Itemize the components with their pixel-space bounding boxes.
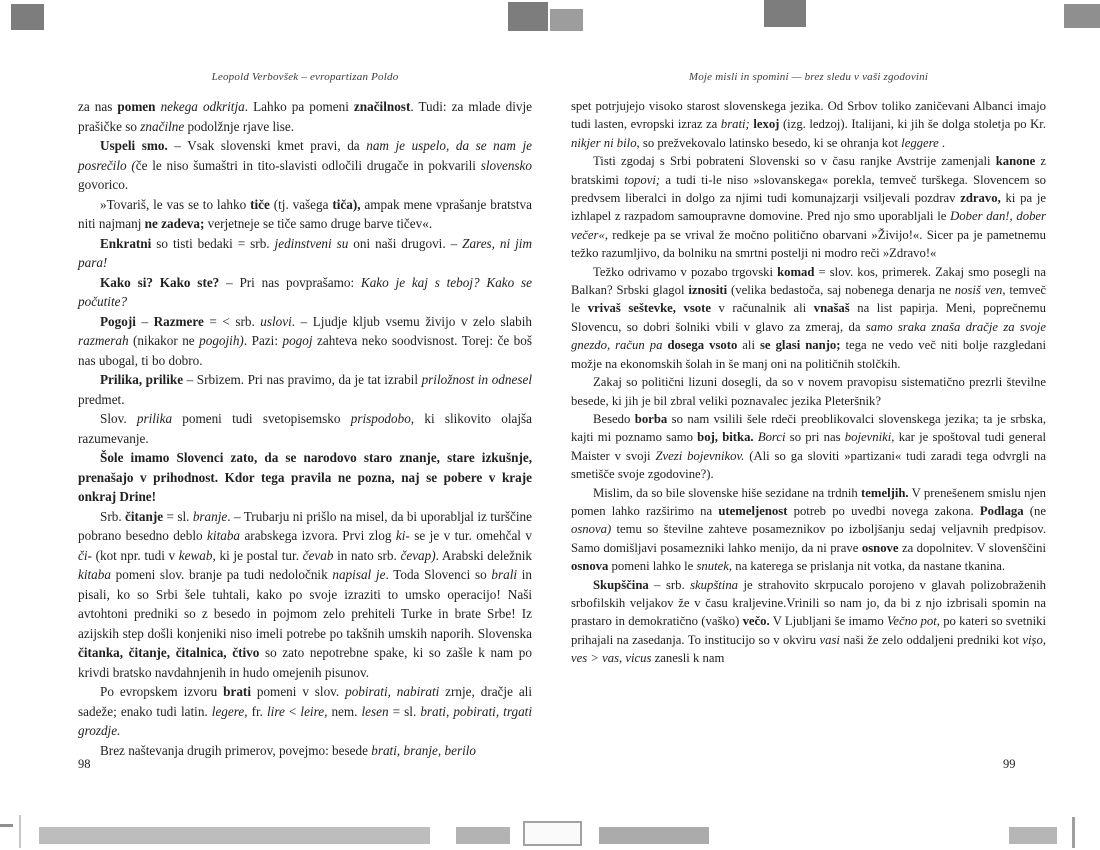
scan-artifact-top-right xyxy=(1064,4,1100,28)
paragraph xyxy=(571,576,1046,668)
text-run: snutek xyxy=(696,559,729,574)
text-run: pomen xyxy=(117,99,156,114)
scan-artifact-bottom-bar-4 xyxy=(1009,827,1057,844)
text-run: temu so številne zahteve posameznikov po izboljšanju sedaj veljavnih predpisov. Samo domišljavi posamezniki lahko menijo, da ni prave xyxy=(571,522,1046,555)
text-run: Kako si? Kako ste? xyxy=(100,274,220,290)
text-run: kitaba xyxy=(207,528,241,543)
text-run: se glasi nanjo; xyxy=(760,338,841,353)
text-run: tiča), xyxy=(332,196,361,212)
text-run: ki pa je izhlapel z razpadom samoupravne domovine. Pred njo smo uporabljali le xyxy=(571,191,1046,224)
paragraph xyxy=(78,741,532,761)
text-run: brati, pobirati, trgati grozdje. xyxy=(78,703,533,738)
text-run: »Tovariš, le vas se to lahko xyxy=(100,196,251,212)
text-run: in pisali, ko so Srbi šele tuhtali, kako po svoje izraziti to umsko operacijo! Naši avtohtoni predniki so z besedo in pojmom zelo prehiteli Turke in brate Srbe! Iz azijskih step došli konjeniki niso imeli potrebe po takšnih umskih naporih. Slovenska xyxy=(78,567,532,641)
text-run: čevap) xyxy=(400,547,436,563)
scan-artifact-bottom-tick xyxy=(1072,817,1075,848)
text-run: Pogoji xyxy=(100,313,136,329)
text-run: leire, xyxy=(300,703,328,719)
page-body-left xyxy=(78,97,533,758)
text-run: Težko odrivamo v pozabo trgovski xyxy=(593,264,778,279)
scan-artifact-top-center-2 xyxy=(550,9,583,31)
text-run: < xyxy=(284,703,301,719)
text-run: samo sraka znaša dračje za svoje gnezdo, račun pa xyxy=(571,319,1046,353)
text-run: brati, branje, berilo xyxy=(371,742,477,758)
text-run: vișo, ves > vas, vicus xyxy=(571,632,1046,666)
text-run: čitanje xyxy=(125,508,164,524)
text-run: Dober dan!, dober večer« xyxy=(571,209,1046,242)
text-run: – Srbizem. Pri nas pravimo, da je tat izrabil xyxy=(183,372,422,387)
text-run: pobirati, nabirati xyxy=(345,684,440,699)
text-run: Enkratni xyxy=(100,235,152,251)
text-run: Tisti zgodaj s Srbi pobrateni Slovenski so v času ranjke Avstrije zamenjali xyxy=(593,154,996,169)
text-run: vrivaš seštevke, vsote xyxy=(587,301,711,316)
scan-artifact-bottom-edge-dash xyxy=(0,824,13,827)
text-run: večo. xyxy=(742,614,770,629)
text-run: V Ljubljani še imamo xyxy=(769,614,887,629)
text-run: Uspeli smo. xyxy=(100,138,168,153)
text-run: Skupščina xyxy=(593,577,649,592)
text-run: Zakaj so politični lizuni dosegli, da so v novem pravopisu sistematično prezrli številne besede, ki jih je bil zbral veliki poznavalec jezika Pleteršnik? xyxy=(571,375,1046,408)
text-run: Besedo xyxy=(593,411,635,426)
text-run: osnova) xyxy=(571,522,612,537)
paragraph xyxy=(78,682,532,741)
text-run: na list papirja. Meni, poprečnemu Slovencu, so dobri šolniki vbili v glavo za zmeraj, da xyxy=(571,301,1046,334)
text-run: čevab xyxy=(302,547,334,563)
text-run: so tisti bedaki = srb. xyxy=(151,235,275,251)
paragraph xyxy=(571,263,1046,373)
text-run: nosiš ven xyxy=(954,283,1003,298)
text-run: . Pazi: xyxy=(243,333,283,348)
text-run: pogojih) xyxy=(199,333,244,348)
text-run: razmerah xyxy=(78,333,129,348)
text-run: Zvezi bojevnikov. xyxy=(655,448,745,463)
text-run: (velika bedastoča, saj nobenega denarja ne xyxy=(727,283,955,298)
text-run: pomeni v slov. xyxy=(250,684,346,699)
text-run: . – Trubarju ni prišlo na misel, da bi uporabljal iz turščine pobrano besedno deblo xyxy=(78,508,532,543)
text-run: Razmere xyxy=(153,313,204,329)
text-run: – xyxy=(135,313,154,329)
text-run: zdravo, xyxy=(960,191,1001,206)
text-run: , ki je postal tur. xyxy=(212,547,303,563)
text-run: borba xyxy=(634,411,668,426)
text-run: brali xyxy=(491,567,518,582)
scan-artifact-top-left xyxy=(11,4,44,30)
running-head-right: Moje misli in spomini — brez sledu v vaši zgodovini xyxy=(688,71,929,83)
text-run: Večno pot xyxy=(887,614,937,629)
text-run: uslovi xyxy=(260,313,292,329)
text-run: jedinstveni su xyxy=(274,235,349,251)
text-run: . Lahko pa pomeni xyxy=(244,99,354,114)
text-run: iznositi xyxy=(688,283,728,298)
text-run: značilnost xyxy=(353,99,411,114)
text-run: lesen xyxy=(361,703,389,719)
text-run: osnova xyxy=(571,559,609,574)
text-run: verjetneje se tiče samo druge barve tičev«. xyxy=(204,216,433,231)
text-run: , temveč le xyxy=(571,283,1046,316)
paragraph xyxy=(78,312,532,371)
page-number-right: 99 xyxy=(1003,757,1016,771)
text-run: brati; xyxy=(720,117,750,132)
text-run: predmet. xyxy=(78,391,125,407)
text-run: branje xyxy=(192,508,228,524)
text-run: – Pri nas povprašamo: xyxy=(219,274,361,290)
text-run: Kako je kaj s teboj? Kako se počutite? xyxy=(78,274,533,309)
text-run: za dopolnitev. V slovenščini xyxy=(898,540,1047,555)
paragraph xyxy=(78,136,532,195)
text-run: kanone xyxy=(995,154,1036,169)
text-run: v računalnik ali xyxy=(710,301,814,316)
text-run: . – Ljudje kljub vsemu živijo v zelo slabih xyxy=(291,313,533,329)
text-run: . Tudi: za mlade divje prašičke so xyxy=(78,99,533,134)
text-run: brati xyxy=(223,684,251,699)
text-run: pomeni slov. branje pa tudi nedoločnik xyxy=(110,567,333,582)
text-run: Šole imamo Slovenci zato, da se narodovo staro znanje, stare izkušnje, prenašajo v prihodnost. Kdor tega pravila ne pozna, naj se pobere v kraje onkraj Drine! xyxy=(78,450,532,504)
text-run: zahteva neko soodvisnost. Torej: če boš nas ubogal, ti bo dobro. xyxy=(78,333,532,368)
paragraph xyxy=(571,152,1046,262)
text-run: napisal je xyxy=(332,567,386,582)
text-run: . Toda Slovenci so xyxy=(385,567,492,582)
text-run: in nato srb. xyxy=(333,547,401,563)
paragraph xyxy=(78,507,532,683)
text-run: . Arabski deležnik xyxy=(435,547,532,563)
text-run: ampak mene vprašanje bratstva niti najmanj xyxy=(78,196,533,231)
text-run: Podlaga xyxy=(979,503,1024,518)
text-run: pomeni tudi svetopisemsko xyxy=(172,411,351,426)
paragraph xyxy=(571,484,1046,576)
page-number-left: 98 xyxy=(78,757,91,771)
text-run: so pri nas xyxy=(785,430,845,445)
scan-artifact-bottom-line xyxy=(19,815,21,848)
page-body-right xyxy=(571,97,1046,749)
text-run: nekega odkritja xyxy=(160,99,245,114)
text-run: (nikakor ne xyxy=(128,333,200,348)
text-run: za nas xyxy=(78,99,118,114)
text-run: značilne xyxy=(140,118,185,134)
text-run: z bratskimi xyxy=(571,154,1046,187)
text-run: – srb. xyxy=(648,577,691,592)
text-run: slovensko xyxy=(480,157,533,173)
text-run: utemeljenost xyxy=(718,503,788,518)
paragraph xyxy=(78,97,532,136)
text-run: osnove xyxy=(861,540,899,555)
text-run: potreb po uvedbi novega zakona. xyxy=(787,503,980,518)
text-run: leggere xyxy=(901,135,939,150)
text-run: = slov. kos, primerek. Zakaj smo posegli na Balkan? Srbski glagol xyxy=(571,264,1046,298)
text-run: fr. xyxy=(247,703,268,719)
text-run: če le niso šumaštri in tito-slavisti odločili drugače in pokvarili xyxy=(135,157,481,173)
paragraph xyxy=(571,97,1046,152)
text-run: = sl. xyxy=(388,703,421,719)
text-run: boj, bitka. xyxy=(697,430,754,445)
text-run: je strahovito skrpucalo porojeno v glavah polizobraženih srbofilskih veljakov že v času kraljevine.Vrinili so nam jo, da bi z njo izbrisali spomin na prastaro in demokratično (vaško) xyxy=(571,577,1046,629)
paragraph xyxy=(571,410,1046,484)
text-run: , so prežvekovalo latinsko besedo, ki se ohranja kot xyxy=(636,135,902,150)
text-run: pomeni lahko le xyxy=(608,559,697,574)
text-run: lire xyxy=(267,703,285,719)
text-run: nem. xyxy=(327,703,362,719)
text-run: – Vsak slovenski kmet pravi, da xyxy=(167,138,367,153)
text-run: (ne xyxy=(1023,503,1047,518)
text-run: Borci xyxy=(757,430,786,445)
paragraph xyxy=(78,370,532,409)
running-head-left: Leopold Verbovšek – evropartizan Poldo xyxy=(211,71,399,83)
text-run: Slov. xyxy=(100,411,137,426)
text-run: spet potrjujejo visoko starost slovenskega jezika. Od Srbov toliko zaničevani Albanci imajo tudi lasten, evropski izraz za xyxy=(571,99,1046,132)
text-run: (tj. vašega xyxy=(269,196,333,212)
text-run: se je v tur. omehčal v xyxy=(409,528,533,543)
text-run: Brez naštevanja drugih primerov, povejmo: besede xyxy=(100,742,372,758)
text-run: . xyxy=(938,135,946,150)
text-run: skupština xyxy=(690,577,739,592)
text-run: zrnje, dračje ali sadeže; enako tudi latin. xyxy=(78,684,532,719)
scan-artifact-bottom-box xyxy=(523,821,582,846)
text-run: dosega vsoto xyxy=(667,338,738,353)
text-run: arabskega izvora. Prvi zlog xyxy=(240,528,396,543)
text-run: (Ali so ga sloviti »partizani« tudi zaradi tega odvrgli na smetišče svoje zgodovine?). xyxy=(571,448,1046,482)
text-run: Srb. xyxy=(100,508,126,524)
text-run: = < srb. xyxy=(203,313,261,329)
text-run: , redkeje pa se vrival že močno politično obarvani »Živijo!«. Sicer pa je pametnemu težko razumljivo, da bolniku na smrtni postelji ni modro reči »Zdravo!« xyxy=(571,227,1046,261)
text-run: nikjer ni bilo xyxy=(571,135,637,150)
text-run: a tudi ti-le niso »slovanskega« porekla, temveč turškega. Slovencem so predvsem liberalci in dolgo za njimi tudi komunajzarji vsiljevali pozdrav xyxy=(571,172,1046,206)
text-run: (kot npr. tudi v xyxy=(91,547,179,563)
text-run: podolžnje rjave lise. xyxy=(184,118,295,134)
text-run: prispodobo, xyxy=(350,411,415,426)
paragraph xyxy=(78,448,532,507)
text-run: kitaba xyxy=(78,567,111,582)
text-run: tega ne vedo več niti bolje razgledani možje na ekonomskih šolah in še manj oni na političnih stolčkih. xyxy=(571,338,1047,371)
text-run: nam je uspelo, da se nam je posrečilo ( xyxy=(78,138,532,173)
scan-artifact-top-right-center xyxy=(764,0,806,27)
text-run: či- xyxy=(78,547,92,563)
text-run: Po evropskem izvoru xyxy=(100,684,224,699)
text-run: lexoj xyxy=(753,117,780,132)
text-run: Zares, ni jim para! xyxy=(78,235,532,270)
text-run: , na katerega se prislanja nit votka, da nastane tkanina. xyxy=(728,559,1006,574)
text-run: ki slikovito olajša razumevanje. xyxy=(78,411,532,446)
text-run: bojevniki xyxy=(844,430,892,445)
text-run: čitanka, čitanje, čitalnica, čtivo xyxy=(78,645,260,660)
text-run: ne zadeva; xyxy=(144,216,205,231)
text-run: vnašaš xyxy=(813,301,850,316)
text-run: oni naši drugovi. – xyxy=(348,235,463,251)
scan-artifact-bottom-bar-2 xyxy=(456,827,510,844)
text-run: ali xyxy=(737,338,760,353)
text-run: , po kateri so svetniki prihajali na zasedanja. To institucijo so v okviru xyxy=(571,614,1046,647)
text-run: = sl. xyxy=(163,508,193,524)
text-run: topovi; xyxy=(624,172,661,187)
text-run: priložnost in odnesel xyxy=(421,372,532,387)
scan-artifact-bottom-bar-3 xyxy=(599,827,709,844)
text-run: so nam vsilili šele rdeči preoblikovalci slovenskega jezika; ta je srbska, kajti mi poznamo samo xyxy=(571,411,1046,445)
paragraph xyxy=(571,373,1046,410)
text-run: zanesli k nam xyxy=(651,651,725,666)
text-run: temeljih. xyxy=(861,485,909,500)
text-run: legere, xyxy=(211,703,248,719)
text-run: ki- xyxy=(395,528,410,543)
text-run: prilika xyxy=(136,411,173,426)
paragraph xyxy=(78,273,532,312)
text-run: (izg. ledzoj). Italijani, ki jih še dolga stoletja po Kr. xyxy=(779,117,1047,132)
text-run: , kar je spoštoval tudi general Maister v svoji xyxy=(571,430,1046,463)
text-run: naši že zelo oddaljeni predniki kot xyxy=(839,632,1023,647)
text-run: tiče xyxy=(250,196,270,212)
text-run: kewab xyxy=(178,547,213,563)
text-run: so zato nepotrebne spake, ki so zašle k nam po krivdi bratsko navdahnjenih in hudo omejenih pisunov. xyxy=(78,645,532,680)
text-run: vasi xyxy=(819,632,840,647)
paragraph xyxy=(78,195,532,234)
paragraph xyxy=(78,234,532,273)
text-run: pogoj xyxy=(282,333,313,348)
text-run: komad xyxy=(777,264,815,279)
paragraph xyxy=(78,409,532,448)
text-run: Mislim, da so bile slovenske hiše sezidane na trdnih xyxy=(593,485,862,500)
scan-artifact-bottom-bar-long xyxy=(39,827,430,844)
text-run: govorico. xyxy=(78,177,129,192)
scan-artifact-top-center xyxy=(508,2,548,31)
text-run: Prilika, prilike xyxy=(100,372,184,387)
text-run: V prenešenem smislu njen pomen lahko razširimo na xyxy=(571,485,1046,518)
